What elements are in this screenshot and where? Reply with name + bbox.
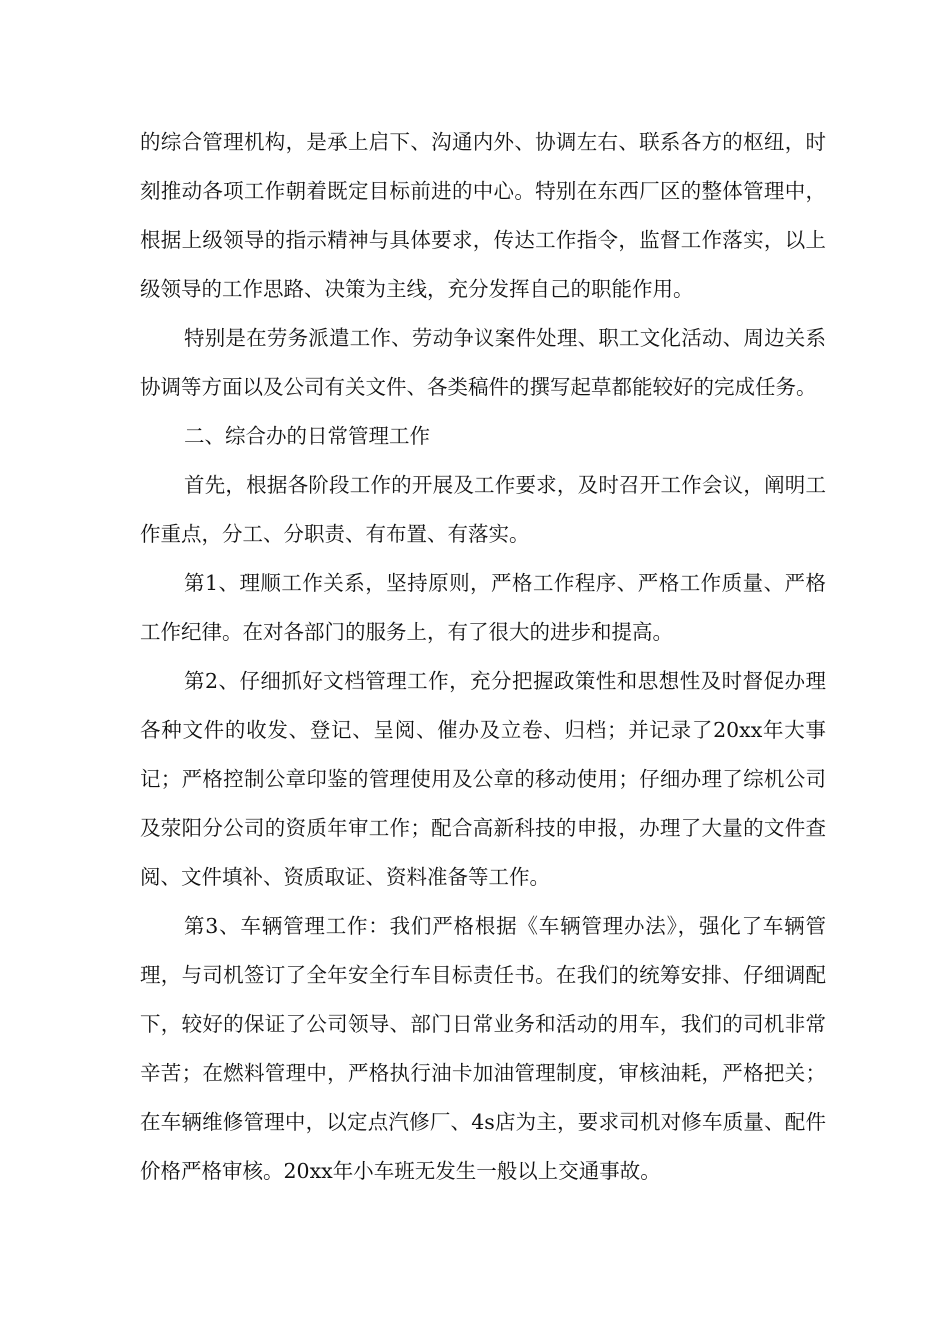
paragraph-6: 第3、车辆管理工作：我们严格根据《车辆管理办法》，强化了车辆管理，与司机签订了全年安全行车目标责任书。在我们的统筹安排、仔细调配下，较好的保证了公司领导、部门日常业务和活动的用车，我们的司机非常辛苦；在燃料管理中，严格执行油卡加油管理制度，审核油耗，严格把关；在车辆维修管理中，以定点汽修厂、4s店为主，要求司机对修车质量、配件价格严格审核。20xx年小车班无发生一般以上交通事故。	[140, 914, 826, 1183]
paragraph-5: 第2、仔细抓好文档管理工作，充分把握政策性和思想性及时督促办理各种文件的收发、登记、呈阅、催办及立卷、归档；并记录了20xx年大事记；严格控制公章印鉴的管理使用及公章的移动使用；仔细办理了综机公司及荥阳分公司的资质年审工作；配合高新科技的申报，办理了大量的文件查阅、文件填补、资质取证、资料准备等工作。	[140, 669, 826, 889]
section-heading: 二、综合办的日常管理工作	[184, 424, 430, 448]
document-body	[140, 118, 826, 1196]
paragraph-2: 特别是在劳务派遣工作、劳动争议案件处理、职工文化活动、周边关系协调等方面以及公司有关文件、各类稿件的撰写起草都能较好的完成任务。	[140, 326, 826, 399]
paragraph-1: 的综合管理机构，是承上启下、沟通内外、协调左右、联系各方的枢纽，时刻推动各项工作朝着既定目标前进的中心。特别在东西厂区的整体管理中，根据上级领导的指示精神与具体要求，传达工作指令，监督工作落实，以上级领导的工作思路、决策为主线，充分发挥自己的职能作用。	[140, 130, 826, 301]
paragraph-4: 第1、理顺工作关系，坚持原则，严格工作程序、严格工作质量、严格工作纪律。在对各部门的服务上，有了很大的进步和提高。	[140, 571, 826, 644]
paragraph-3: 首先，根据各阶段工作的开展及工作要求，及时召开工作会议，阐明工作重点，分工、分职责、有布置、有落实。	[140, 473, 826, 546]
